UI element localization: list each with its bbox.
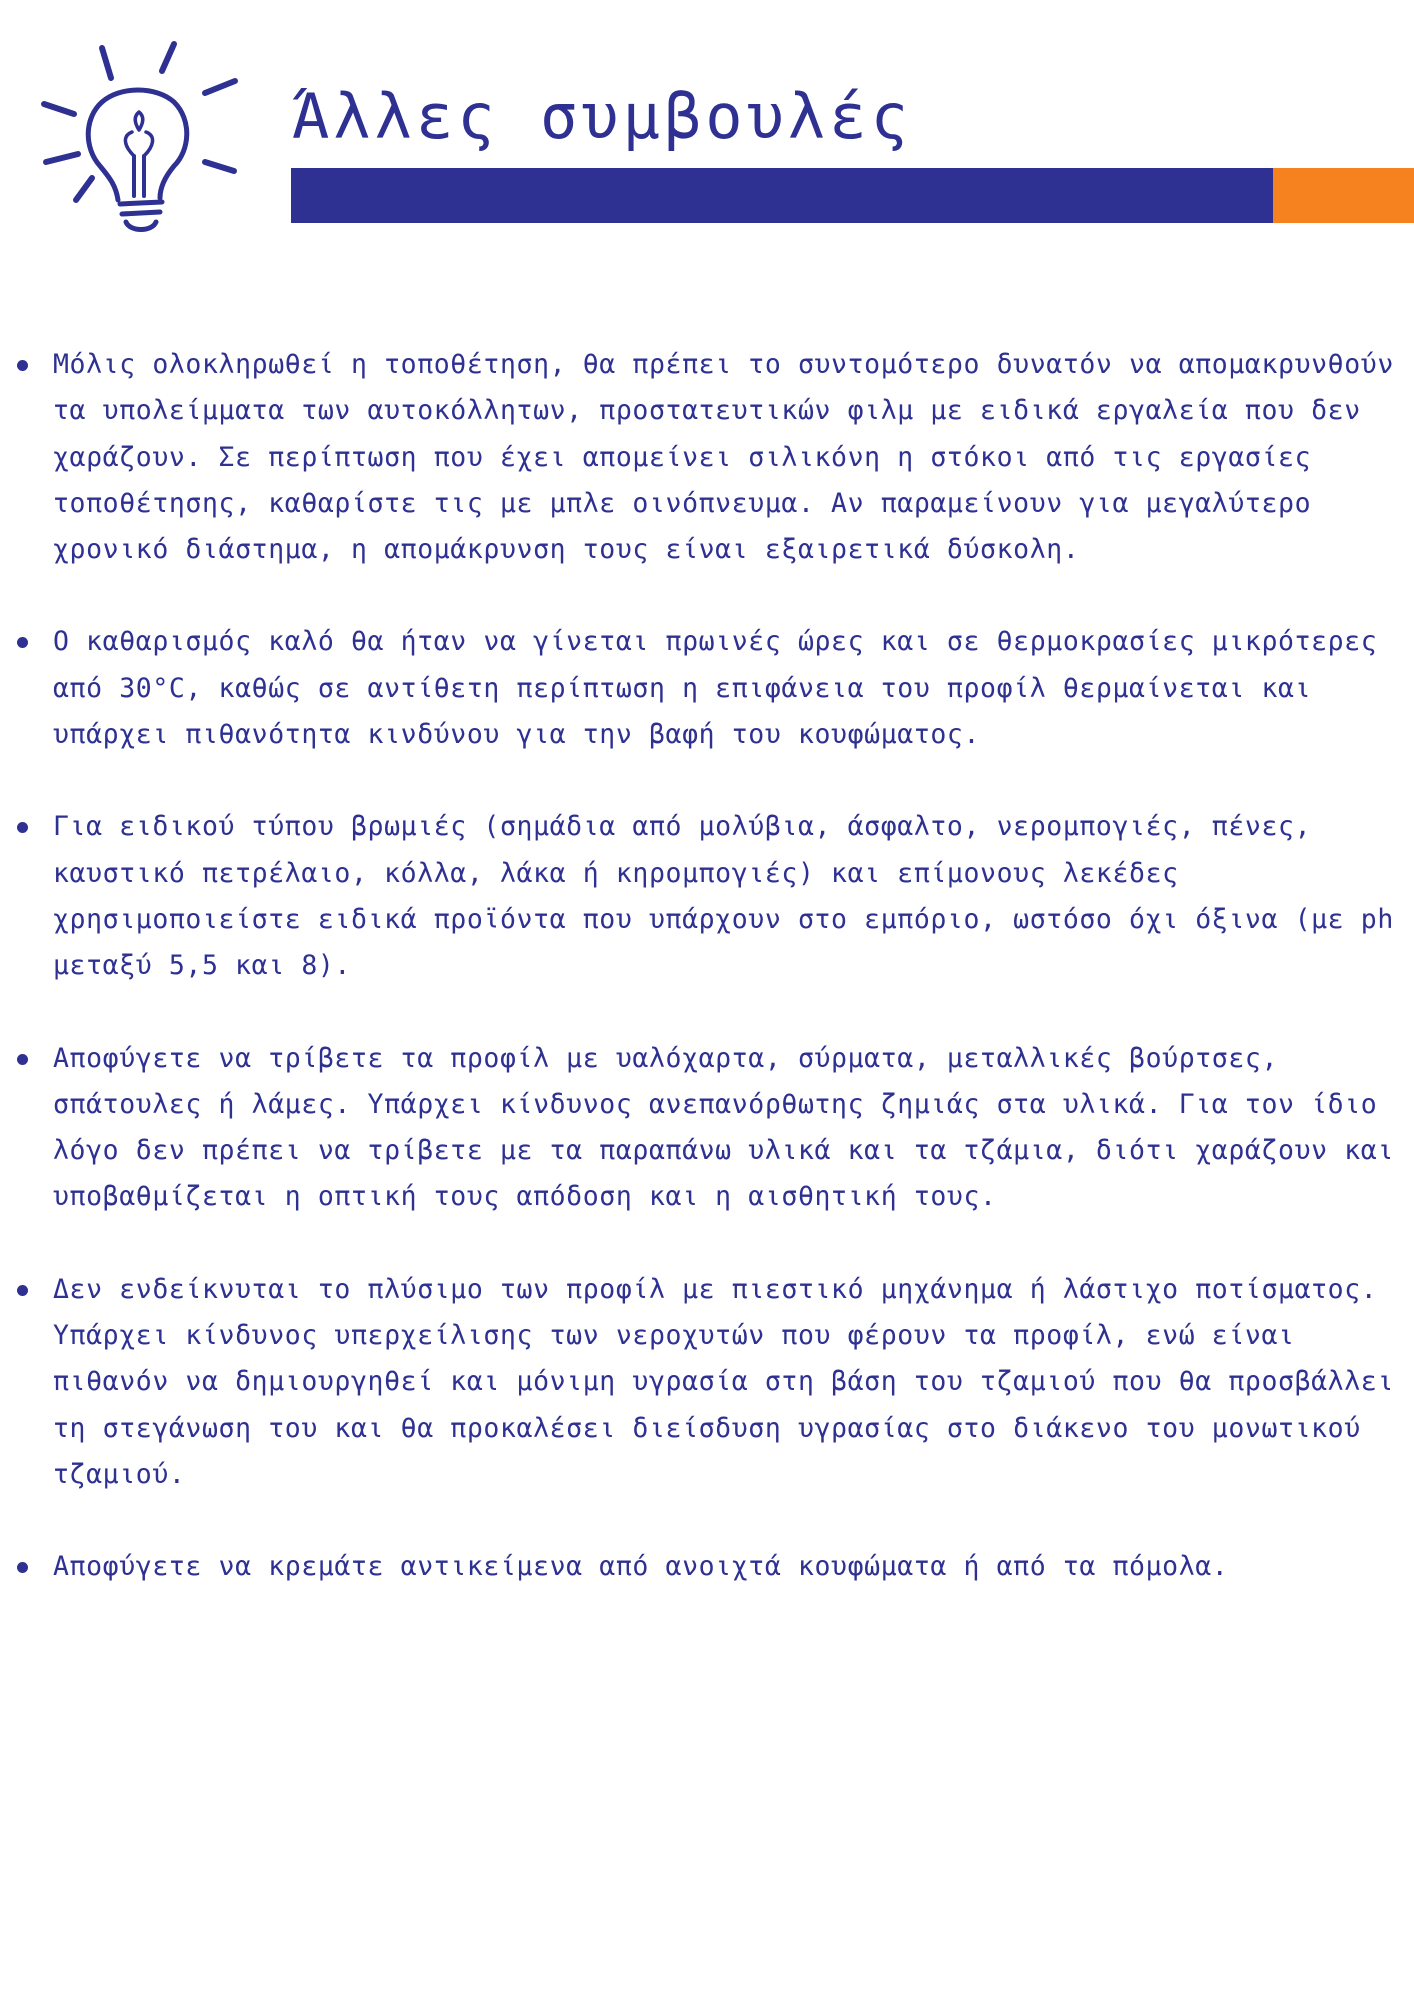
tips-list	[0, 342, 1414, 1637]
list-item	[0, 1267, 1414, 1498]
title-bar-orange-segment	[1273, 168, 1414, 223]
tip-text: Για ειδικού τύπου βρωμιές (σημάδια από μολύβια, άσφαλτο, νερομπογιές, πένες, καυστικό πετρέλαιο, κόλλα, λάκα ή κηρομπογιές) και επίμονους λεκέδες χρησιμοποιείστε ειδικά προϊόντα που υπάρχουν στο εμπόριο, ωστόσο όχι όξινα (με ph μεταξύ 5,5 και 8).	[53, 811, 1394, 982]
bullet-icon	[17, 637, 28, 648]
tip-text: Δεν ενδείκνυται το πλύσιμο των προφίλ με πιεστικό μηχάνημα ή λάστιχο ποτίσματος. Υπάρχει κίνδυνος υπερχείλισης των νεροχυτών που φέρουν τα προφίλ, ενώ είναι πιθανόν να δημιουργηθεί και μόνιμη υγρασία στη βάση του τζαμιού που θα προσβάλλει τη στεγάνωση του και θα προκαλέσει διείσδυση υγρασίας στο διάκενο του μονωτικού τζαμιού.	[53, 1273, 1394, 1490]
title-bar-blue-segment	[291, 168, 1273, 223]
list-item	[0, 619, 1414, 758]
bullet-icon	[17, 1054, 28, 1065]
list-item	[0, 342, 1414, 573]
list-item	[0, 1036, 1414, 1221]
tip-text: Μόλις ολοκληρωθεί η τοποθέτηση, θα πρέπει το συντομότερο δυνατόν να απομακρυνθούν τα υπολείμματα των αυτοκόλλητων, προστατευτικών φιλμ με ειδικά εργαλεία που δεν χαράζουν. Σε περίπτωση που έχει απομείνει σιλικόνη η στόκοι από τις εργασίες τοποθέτησης, καθαρίστε τις με μπλε οινόπνευμα. Αν παραμείνουν για μεγαλύτερο χρονικό διάστημα, η απομάκρυνση τους είναι εξαιρετικά δύσκολη.	[53, 349, 1394, 566]
bullet-icon	[17, 1285, 28, 1296]
lightbulb-icon	[40, 38, 240, 238]
list-item	[0, 1544, 1414, 1590]
tip-text: Αποφύγετε να κρεμάτε αντικείμενα από ανοιχτά κουφώματα ή από τα πόμολα.	[53, 1551, 1229, 1583]
tip-text: Ο καθαρισμός καλό θα ήταν να γίνεται πρωινές ώρες και σε θερμοκρασίες μικρότερες από 30°C, καθώς σε αντίθετη περίπτωση η επιφάνεια του προφίλ θερμαίνεται και υπάρχει πιθανότητα κινδύνου για την βαφή του κουφώματος.	[53, 626, 1378, 751]
bullet-icon	[17, 360, 28, 371]
page-title: Άλλες συμβουλές	[292, 80, 912, 153]
title-underline-bar	[291, 168, 1414, 223]
bullet-icon	[17, 1562, 28, 1573]
tip-text: Αποφύγετε να τρίβετε τα προφίλ με υαλόχαρτα, σύρματα, μεταλλικές βούρτσες, σπάτουλες ή λάμες. Υπάρχει κίνδυνος ανεπανόρθωτης ζημιάς στα υλικά. Για τον ίδιο λόγο δεν πρέπει να τρίβετε με τα παραπάνω υλικά και τα τζάμια, διότι χαράζουν και υποβαθμίζεται η οπτική τους απόδοση και η αισθητική τους.	[53, 1042, 1394, 1213]
list-item	[0, 804, 1414, 989]
bullet-icon	[17, 822, 28, 833]
